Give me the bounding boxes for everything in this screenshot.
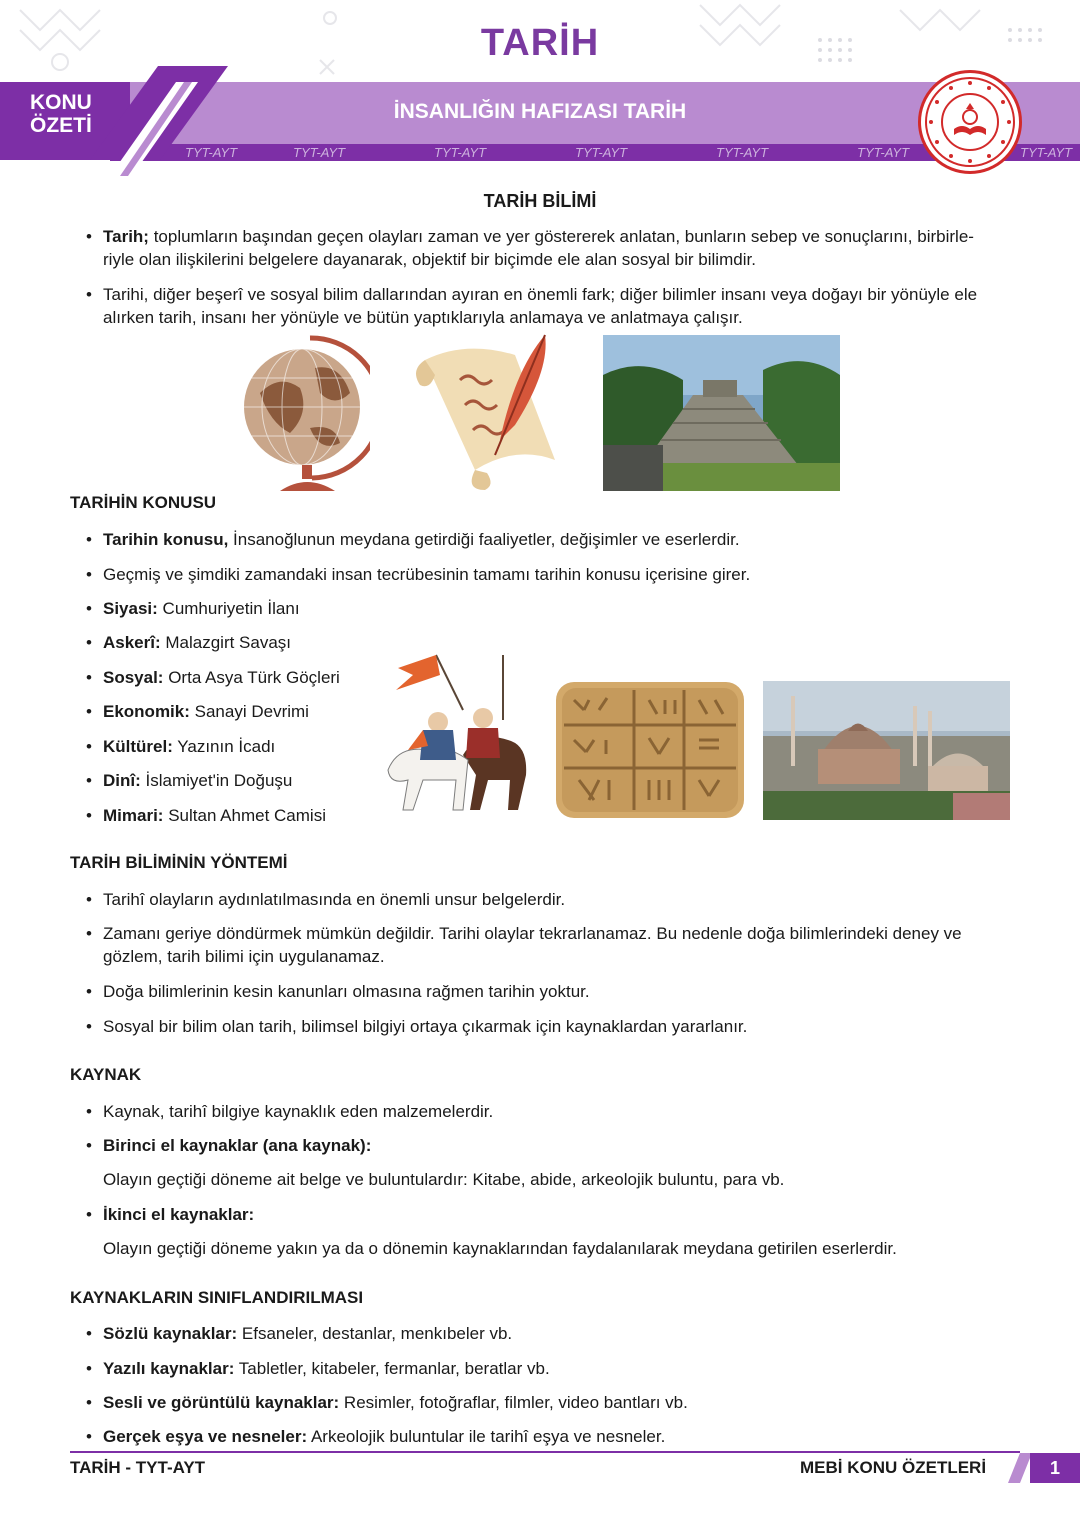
- bullet-icon: •: [86, 924, 92, 943]
- list-item: [86, 1357, 1026, 1380]
- list-item: [86, 631, 386, 654]
- bullet-icon: •: [86, 982, 92, 1001]
- category-example: Efsaneler, destanlar, menkıbeler vb.: [237, 1324, 513, 1343]
- definition-text-cont: riyle olan ilişkilerini belgelere dayanarak, objektif bir biçimde ele alan sosyal bir bilimdir.: [103, 250, 756, 269]
- category-label: Siyasi:: [103, 599, 158, 618]
- bullet-icon: •: [86, 702, 92, 721]
- meb-emblem: [918, 70, 1022, 174]
- bullet-icon: •: [86, 668, 92, 687]
- category-example: Tabletler, kitabeler, fermanlar, beratlar vb.: [234, 1359, 550, 1378]
- term-bold: İkinci el kaynaklar:: [103, 1205, 255, 1224]
- paragraph-line: alırken tarih, insanı her yönüyle ve bütün yaptıklarıyla anlamaya ve anlatmaya çalışır.: [103, 308, 743, 327]
- term-bold: Tarih;: [103, 227, 149, 246]
- paragraph-line: Olayın geçtiği döneme ait belge ve buluntulardır: Kitabe, abide, arkeolojik buluntu, para vb.: [103, 1170, 785, 1189]
- tag-label: TYT-AYT: [857, 145, 910, 160]
- category-example: İslamiyet'in Doğuşu: [140, 771, 293, 790]
- category-label: Kültürel:: [103, 737, 173, 756]
- bullet-icon: •: [86, 1205, 92, 1224]
- list-item: [86, 1203, 1026, 1226]
- paragraph-line: Doğa bilimlerinin kesin kanunları olmasına rağmen tarihin yoktur.: [103, 982, 590, 1001]
- category-label: Yazılı kaynaklar:: [103, 1359, 235, 1378]
- category-example: Yazının İcadı: [172, 737, 276, 756]
- temple-photo: [603, 335, 840, 491]
- list-item: [86, 283, 1026, 329]
- globe-image: [240, 333, 370, 493]
- bullet-icon: •: [86, 633, 92, 652]
- tag-label: TYT-AYT: [716, 145, 769, 160]
- paragraph-line: Tarihi, diğer beşerî ve sosyal bilim dallarından ayıran en önemli fark; diğer bilimler insanı veya doğayı bir yönüyle ele: [103, 285, 978, 304]
- paragraph-line: Kaynak, tarihî bilgiye kaynaklık eden malzemelerdir.: [103, 1102, 494, 1121]
- category-example: Orta Asya Türk Göçleri: [163, 668, 340, 687]
- page-number: 1: [1030, 1453, 1080, 1483]
- hagia-sophia-photo: [763, 681, 1010, 820]
- category-label: Gerçek eşya ve nesneler:: [103, 1427, 308, 1446]
- section-title-siniflandirma: KAYNAKLARIN SINIFLANDIRILMASI: [70, 1288, 364, 1307]
- bullet-icon: •: [86, 1359, 92, 1378]
- list-item: [86, 922, 1026, 968]
- bullet-icon: •: [86, 737, 92, 756]
- bullet-icon: •: [86, 1102, 92, 1121]
- bullet-icon: •: [86, 227, 92, 246]
- bullet-icon: •: [86, 771, 92, 790]
- subject-title: TARİH: [480, 22, 600, 64]
- bullet-icon: •: [86, 599, 92, 618]
- list-item: [86, 1425, 1026, 1448]
- footer-subject: TARİH - TYT-AYT: [70, 1458, 206, 1477]
- tag-label: TYT-AYT: [1020, 145, 1073, 160]
- konu-label: KONU: [30, 91, 92, 114]
- tag-label: TYT-AYT: [293, 145, 346, 160]
- paragraph-line: Sosyal bir bilim olan tarih, bilimsel bilgiyi ortaya çıkarmak için kaynaklardan yararlanır.: [103, 1017, 748, 1036]
- category-label: Dinî:: [103, 771, 141, 790]
- bullet-icon: •: [86, 1324, 92, 1343]
- footer-divider: [70, 1451, 1020, 1453]
- section-title-kaynak: KAYNAK: [70, 1065, 142, 1084]
- list-item: [86, 225, 1026, 271]
- list-item: [86, 1100, 1026, 1123]
- cuneiform-tablet-image: [554, 680, 746, 820]
- list-item: [86, 980, 1026, 1003]
- tag-label: TYT-AYT: [434, 145, 487, 160]
- bullet-icon: •: [86, 285, 92, 304]
- footer-series: MEBİ KONU ÖZETLERİ: [800, 1458, 987, 1477]
- section-title-tarih-bilimi: TARİH BİLİMİ: [483, 191, 597, 211]
- scroll-quill-image: [405, 330, 565, 495]
- list-item: [86, 769, 386, 792]
- category-example: Sultan Ahmet Camisi: [163, 806, 326, 825]
- unit-title: İNSANLIĞIN HAFIZASI TARİH: [393, 100, 687, 123]
- paragraph-line: Olayın geçtiği döneme yakın ya da o dönemin kaynaklarından faydalanılarak meydana getirilen eserlerdir.: [103, 1239, 897, 1258]
- category-example: Arkeolojik buluntular ile tarihî eşya ve nesneler.: [307, 1427, 666, 1446]
- category-example: Sanayi Devrimi: [189, 702, 309, 721]
- definition-text: toplumların başından geçen olayları zaman ve yer göstererek anlatan, bunların sebep ve sonuçlarını, birbirle-: [148, 227, 974, 246]
- konu-ozeti-label: [30, 91, 92, 137]
- category-label: Sosyal:: [103, 668, 164, 687]
- warriors-horses-image: [368, 650, 538, 820]
- paragraph-line: gözlem, tarih bilimi için uygulanamaz.: [103, 947, 385, 966]
- list-item: [86, 735, 386, 758]
- list-item: [86, 700, 386, 723]
- category-example: Resimler, fotoğraflar, filmler, video bantları vb.: [339, 1393, 688, 1412]
- section-title-yontem: TARİH BİLİMİNİN YÖNTEMİ: [70, 853, 288, 872]
- definition-text: İnsanoğlunun meydana getirdiği faaliyetler, değişimler ve eserlerdir.: [228, 530, 740, 549]
- ozeti-label: ÖZETİ: [30, 114, 92, 137]
- list-item: [86, 597, 386, 620]
- category-example: Cumhuriyetin İlanı: [157, 599, 300, 618]
- term-bold: Tarihin konusu,: [103, 530, 229, 549]
- category-label: Sözlü kaynaklar:: [103, 1324, 238, 1343]
- bullet-icon: •: [86, 806, 92, 825]
- tag-label: TYT-AYT: [575, 145, 628, 160]
- term-bold: Birinci el kaynaklar (ana kaynak):: [103, 1136, 372, 1155]
- bullet-icon: •: [86, 1393, 92, 1412]
- bullet-icon: •: [86, 530, 92, 549]
- category-example: Malazgirt Savaşı: [160, 633, 292, 652]
- list-item: [86, 888, 1026, 911]
- category-label: Mimari:: [103, 806, 164, 825]
- paragraph-line: Zamanı geriye döndürmek mümkün değildir. Tarihi olaylar tekrarlanamaz. Bu nedenle doğa bilimlerindeki deney ve: [103, 924, 962, 943]
- category-label: Sesli ve görüntülü kaynaklar:: [103, 1393, 340, 1412]
- tag-label: TYT-AYT: [185, 145, 238, 160]
- list-item: [86, 1134, 1026, 1157]
- list-item: [86, 528, 986, 551]
- list-item: [86, 666, 386, 689]
- paragraph-line: Tarihî olayların aydınlatılmasında en önemli unsur belgelerdir.: [103, 890, 566, 909]
- paragraph-line: Geçmiş ve şimdiki zamandaki insan tecrübesinin tamamı tarihin konusu içerisine girer.: [103, 565, 751, 584]
- meb-logo-icon: [921, 73, 1019, 171]
- bullet-icon: •: [86, 890, 92, 909]
- list-item: [86, 804, 386, 827]
- category-label: Askerî:: [103, 633, 161, 652]
- bullet-icon: •: [86, 1017, 92, 1036]
- category-label: Ekonomik:: [103, 702, 190, 721]
- list-item: [86, 1391, 1026, 1414]
- list-item: [86, 1322, 1026, 1345]
- list-item: [86, 563, 986, 586]
- section-title-tarihin-konusu: TARİHİN KONUSU: [70, 493, 217, 512]
- list-item: [86, 1015, 1026, 1038]
- bullet-icon: •: [86, 565, 92, 584]
- bullet-icon: •: [86, 1136, 92, 1155]
- bullet-icon: •: [86, 1427, 92, 1446]
